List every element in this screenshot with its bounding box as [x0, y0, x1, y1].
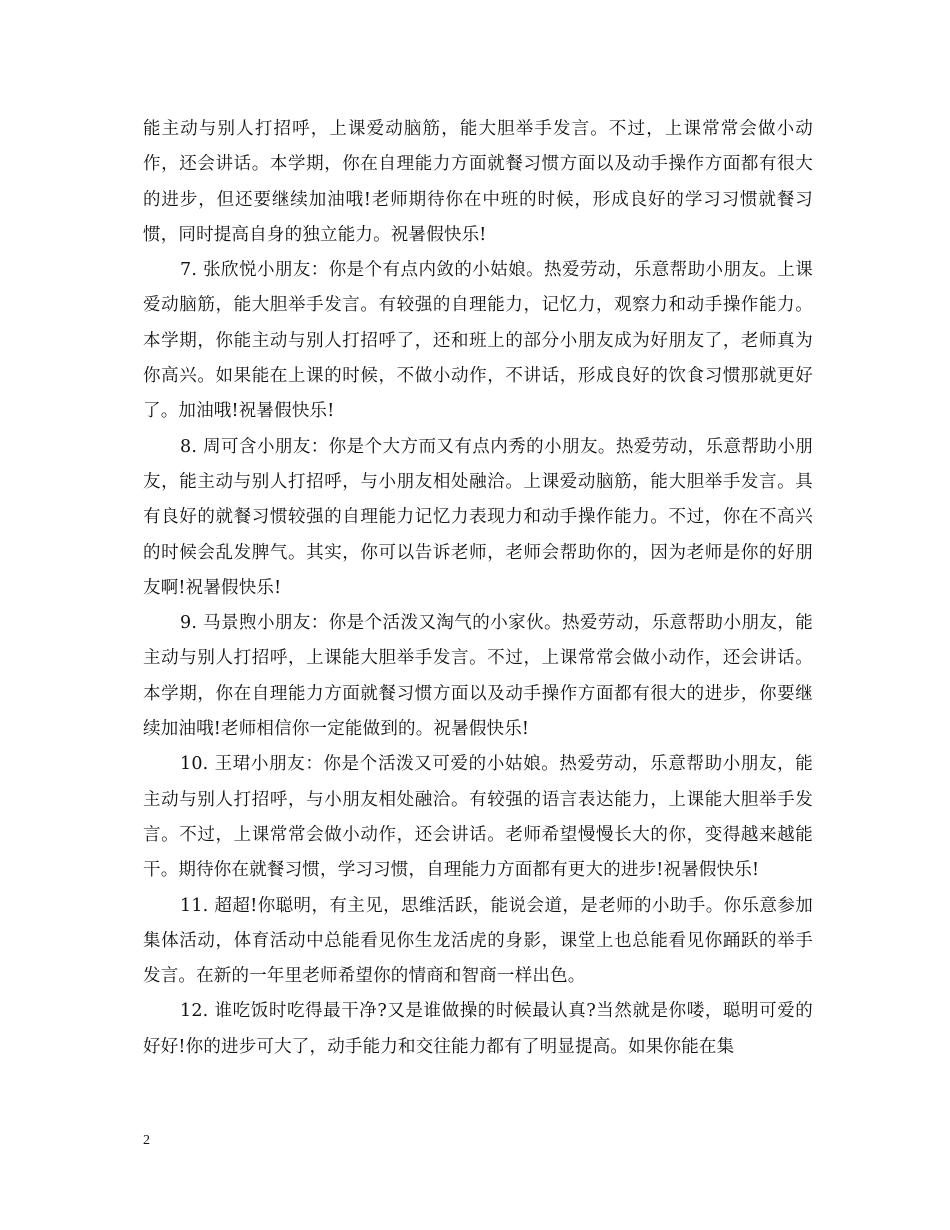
paragraph-item-9: 9. 马景煦小朋友：你是个活泼又淘气的小家伙。热爱劳动，乐意帮助小朋友，能主动与别人打招呼，上课能大胆举手发言。不过，上课常常会做小动作，还会讲话。本学期，你在自理能力方面就餐习惯方面以及动手操作方面都有很大的进步，你要继续加油哦!老师相信你一定能做到的。祝暑假快乐! [143, 613, 813, 740]
paragraph-item-10: 10. 王珺小朋友：你是个活泼又可爱的小姑娘。热爱劳动，乐意帮助小朋友，能主动与别人打招呼，与小朋友相处融洽。有较强的语言表达能力，上课能大胆举手发言。不过，上课常常会做小动作，还会讲话。老师希望慢慢长大的你，变得越来越能干。期待你在就餐习惯，学习习惯，自理能力方面都有更大的进步!祝暑假快乐! [143, 754, 813, 881]
paragraph-item-7: 7. 张欣悦小朋友：你是个有点内敛的小姑娘。热爱劳动，乐意帮助小朋友。上课爱动脑筋，能大胆举手发言。有较强的自理能力，记忆力，观察力和动手操作能力。本学期，你能主动与别人打招呼了，还和班上的部分小朋友成为好朋友了，老师真为你高兴。如果能在上课的时候，不做小动作，不讲话，形成良好的饮食习惯那就更好了。加油哦!祝暑假快乐! [143, 260, 813, 422]
paragraph-item-11: 11. 超超!你聪明，有主见，思维活跃，能说会道，是老师的小助手。你乐意参加集体活动，体育活动中总能看见你生龙活虎的身影，课堂上也总能看见你踊跃的举手发言。在新的一年里老师希望你的情商和智商一样出色。 [143, 895, 813, 987]
paragraph-continuation: 能主动与别人打招呼，上课爱动脑筋，能大胆举手发言。不过，上课常常会做小动作，还会讲话。本学期，你在自理能力方面就餐习惯方面以及动手操作方面都有很大的进步，但还要继续加油哦!老师期待你在中班的时候，形成良好的学习习惯就餐习惯，同时提高自身的独立能力。祝暑假快乐! [143, 119, 813, 245]
document-body [143, 112, 813, 1065]
paragraph-item-8: 8. 周可含小朋友：你是个大方而又有点内秀的小朋友。热爱劳动，乐意帮助小朋友，能主动与别人打招呼，与小朋友相处融洽。上课爱动脑筋，能大胆举手发言。具有良好的就餐习惯较强的自理能力记忆力表现力和动手操作能力。不过，你在不高兴的时候会乱发脾气。其实，你可以告诉老师，老师会帮助你的，因为老师是你的好朋友啊!祝暑假快乐! [143, 436, 813, 598]
paragraph-item-12: 12. 谁吃饭时吃得最干净?又是谁做操的时候最认真?当然就是你喽，聪明可爱的好好!你的进步可大了，动手能力和交往能力都有了明显提高。如果你能在集 [143, 1001, 813, 1057]
page-number: 2 [143, 1133, 150, 1148]
